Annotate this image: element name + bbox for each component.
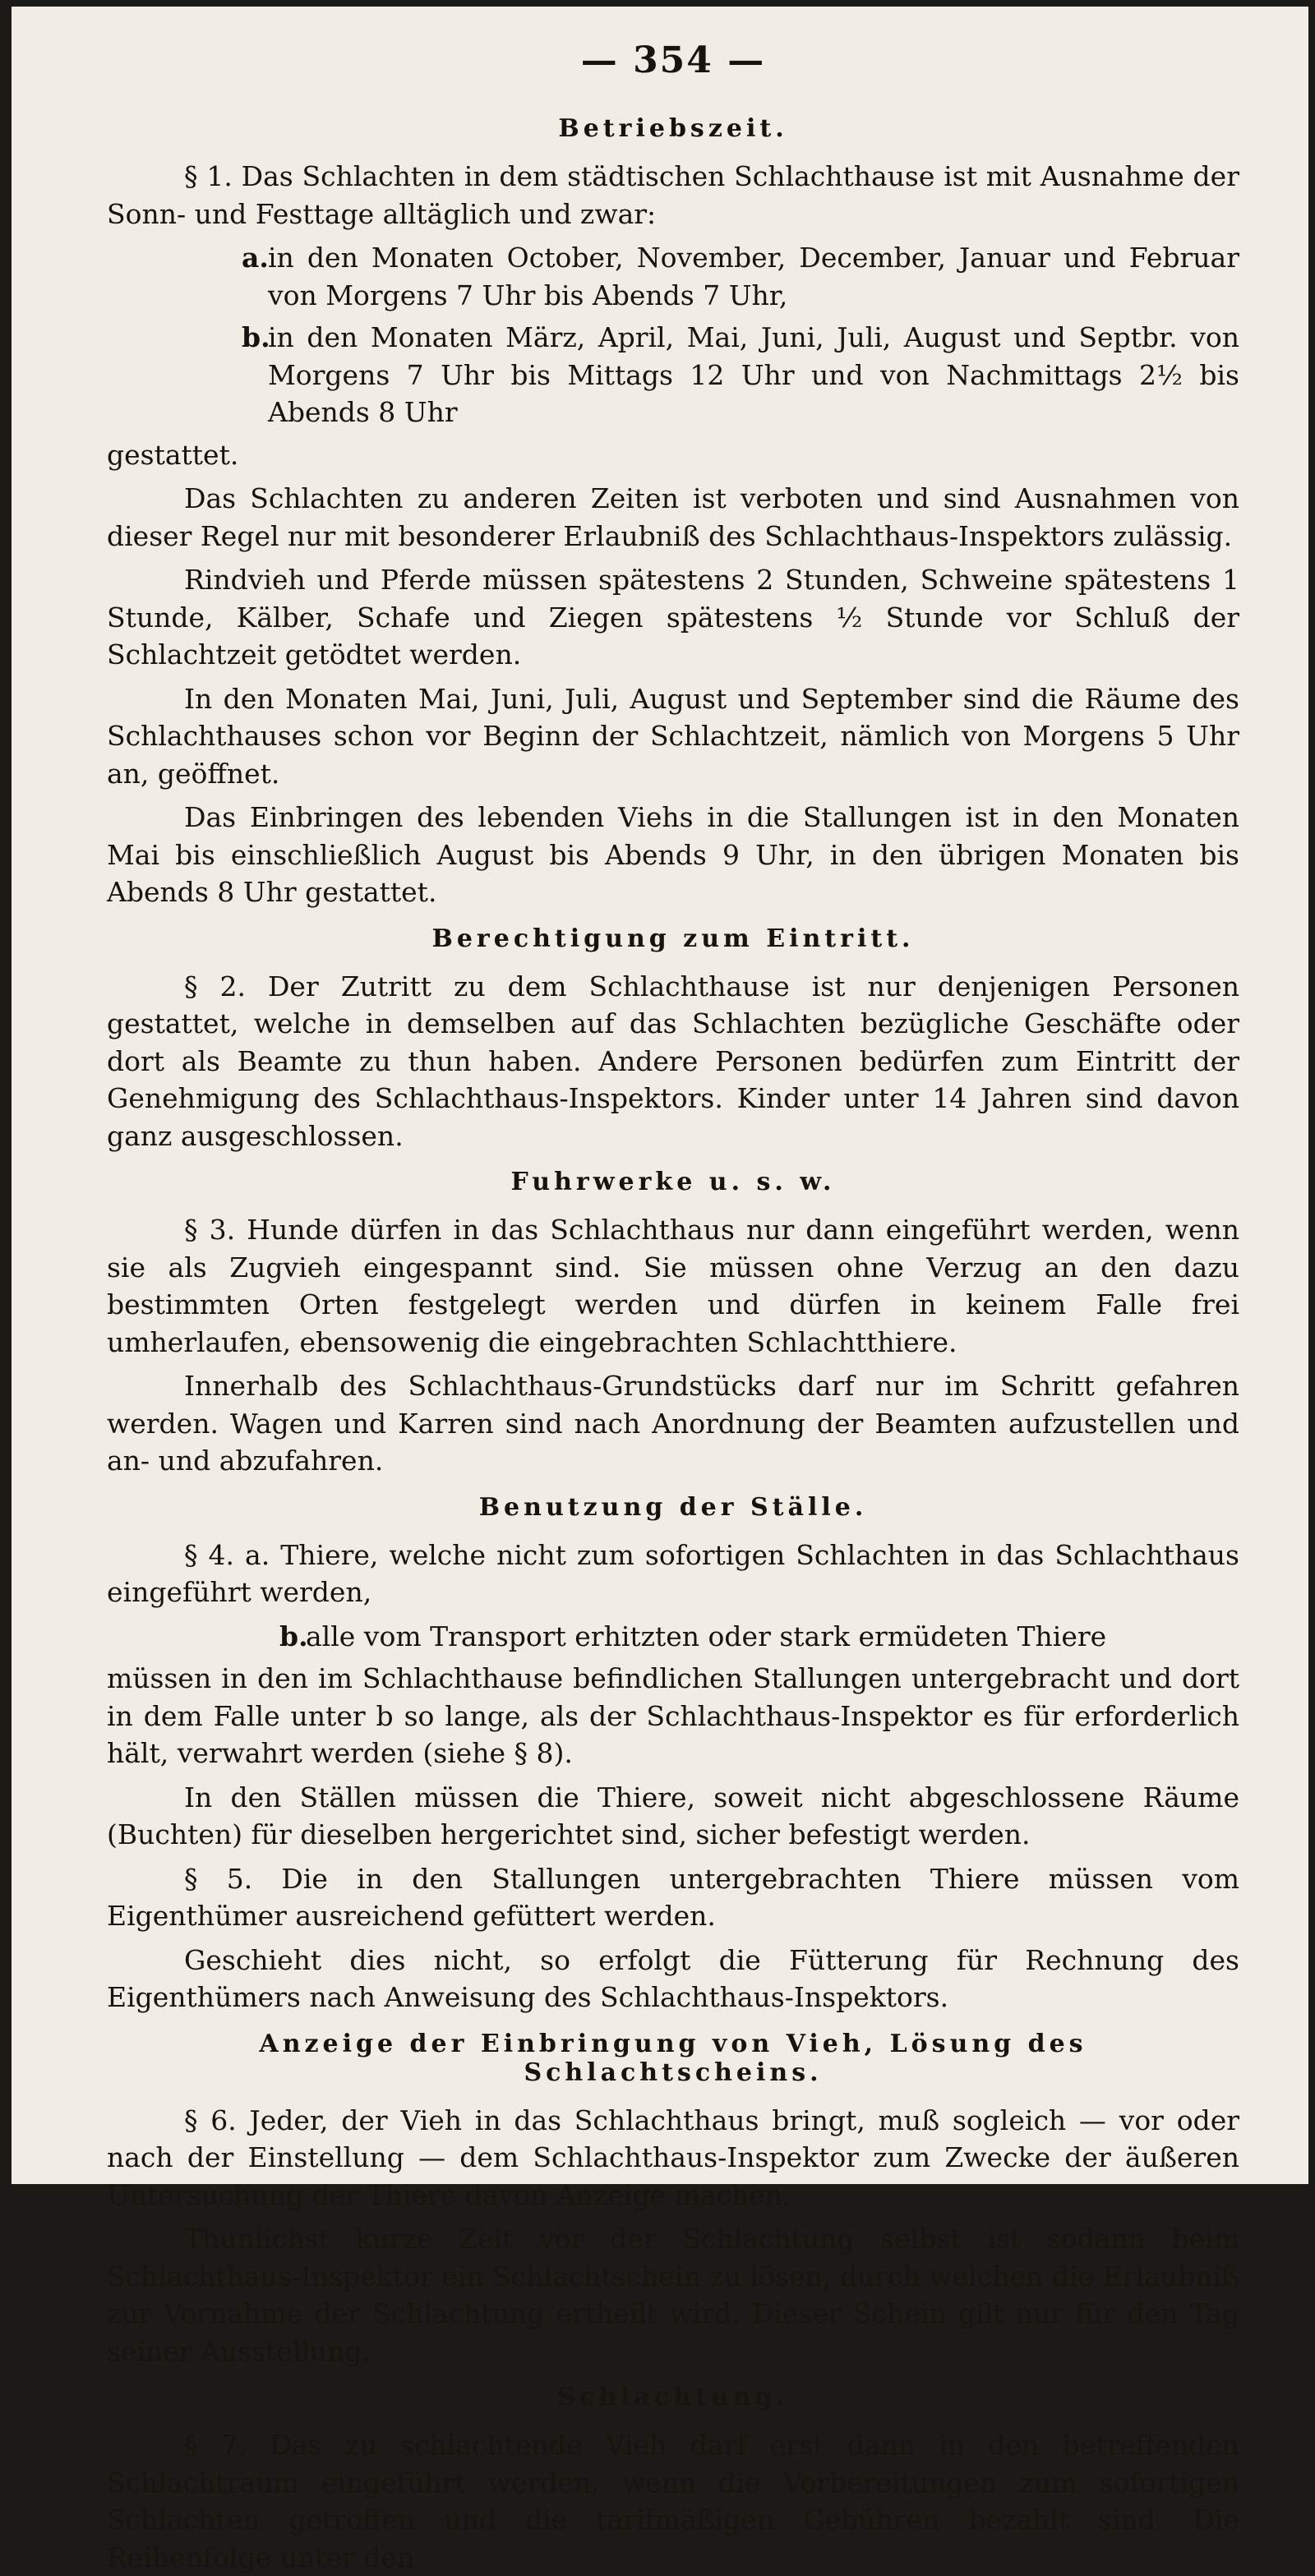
section-heading-betriebszeit: Betriebszeit. [558,114,788,143]
paragraph: müssen in den im Schlachthause befindlichen Stallungen untergebracht und dort in dem Falle unter b so lange, als der Schlachthaus-Inspektor es für erforderlich hält, verwahrt werden (siehe § 8). [107,1662,1239,1769]
item-text-a: in den Monaten October, November, December, Januar und Februar von Morgens 7 Uhr bis Abends 7 Uhr, [268,242,1239,311]
section-heading-fuhrwerke: Fuhrwerke u. s. w. [510,1168,836,1196]
document-page [12,7,1308,2574]
paragraph: Innerhalb des Schlachthaus-Grundstücks darf nur im Schritt gefahren werden. Wagen und Karren sind nach Anordnung der Beamten aufzustellen und an- und abzufahren. [107,1370,1239,1477]
paragraph-section-5: § 5. Die in den Stallungen untergebrachten Thiere müssen vom Eigenthümer ausreichend gefüttert werden. [107,1862,1239,1932]
paragraph-section-1: § 1. Das Schlachten in dem städtischen Schlachthause ist mit Ausnahme der Sonn- und Festtage alltäglich und zwar: [107,160,1239,230]
item-label-b: b. [242,321,270,353]
item-text-b: alle vom Transport erhitzten oder stark ermüdeten Thiere [306,1620,1107,1652]
section-heading-benutzung: Benutzung der Ställe. [478,1492,868,1522]
paragraph-section-2: § 2. Der Zutritt zu dem Schlachthause ist nur denjenigen Personen gestattet, welche in demselben auf das Schlachten bezügliche Geschäfte oder dort als Beamte zu thun haben. Andere Personen bedürfen zum Eintritt der Genehmigung des Schlachthaus-Inspektors. Kinder unter 14 Jahren sind davon ganz ausgeschlossen. [107,970,1239,1152]
page-number: — 354 — [580,39,766,81]
paragraph: Rindvieh und Pferde müssen spätestens 2 Stunden, Schweine spätestens 1 Stunde, Kälber, Schafe und Ziegen spätestens ½ Stunde vor Schluß der Schlachtzeit getödtet werden. [107,564,1239,670]
section-heading-schlachtung: Schlachtung. [557,2383,789,2412]
paragraph-section-7: § 7. Das zu schlachtende Vieh darf erst dann in den betreffenden Schlachtraum eingeführt werden, wenn die Vorbereitungen zum sofortigen Schlachten getroffen und die tarifmäßigen Gebühren bezahlt sind. Die Reihenfolge unter den [107,2429,1239,2574]
paragraph: Das Schlachten zu anderen Zeiten ist verboten und sind Ausnahmen von dieser Regel nur mit besonderer Erlaubniß des Schlachthaus-Inspektors zulässig. [107,482,1239,552]
paragraph-section-4a: § 4. a. Thiere, welche nicht zum sofortigen Schlachten in das Schlachthaus eingeführt werden, [107,1538,1239,1608]
paragraph: Geschieht dies nicht, so erfolgt die Fütterung für Rechnung des Eigenthümers nach Anweisung des Schlachthaus-Inspektors. [107,1943,1239,2013]
item-text-b: in den Monaten März, April, Mai, Juni, Juli, August und Septbr. von Morgens 7 Uhr bis Mittags 12 Uhr und von Nachmittags 2½ bis Abends 8 Uhr [268,321,1239,428]
item-label-a: a. [242,242,269,274]
item-label-b: b. [279,1620,308,1652]
section-heading-anzeige: Anzeige der Einbringung von Vieh, Lösung des Schlachtscheins. [259,2029,1087,2087]
paragraph-section-3: § 3. Hunde dürfen in das Schlachthaus nur dann eingeführt werden, wenn sie als Zugvieh eingespannt sind. Sie müssen ohne Verzug an den dazu bestimmten Orten festgelegt werden und dürfen in keinem Falle frei umherlaufen, ebensowenig die eingebrachten Schlachtthiere. [107,1214,1239,1358]
paragraph: In den Monaten Mai, Juni, Juli, August und September sind die Räume des Schlachthauses schon vor Beginn der Schlachtzeit, nämlich von Morgens 5 Uhr an, geöffnet. [107,682,1239,790]
list-item-b [242,319,1239,431]
list-item-a [242,239,1239,314]
paragraph-gestattet: gestattet. [107,438,239,471]
section-heading-berechtigung: Berechtigung zum Eintritt. [431,924,915,953]
paragraph: Thunlichst kurze Zeit vor der Schlachtung selbst ist sodann beim Schlachthaus-Inspektor ein Schlachtschein zu lösen, durch welchen die Erlaubniß zur Vornahme der Schlachtung ertheilt wird. Dieser Schein gilt nur für den Tag seiner Ausstellung. [107,2223,1239,2367]
paragraph: In den Ställen müssen die Thiere, soweit nicht abgeschlossene Räume (Buchten) für dieselben hergerichtet sind, sicher befestigt werden. [107,1781,1239,1850]
list-item-b [279,1618,1239,1656]
paragraph-section-6: § 6. Jeder, der Vieh in das Schlachthaus bringt, muß sogleich — vor oder nach der Einstellung — dem Schlachthaus-Inspektor zum Zwecke der äußeren Untersuchung der Thiere davon Anzeige machen. [107,2104,1239,2211]
paragraph: Das Einbringen des lebenden Viehs in die Stallungen ist in den Monaten Mai bis einschließlich August bis Abends 9 Uhr, in den übrigen Monaten bis Abends 8 Uhr gestattet. [107,801,1239,908]
